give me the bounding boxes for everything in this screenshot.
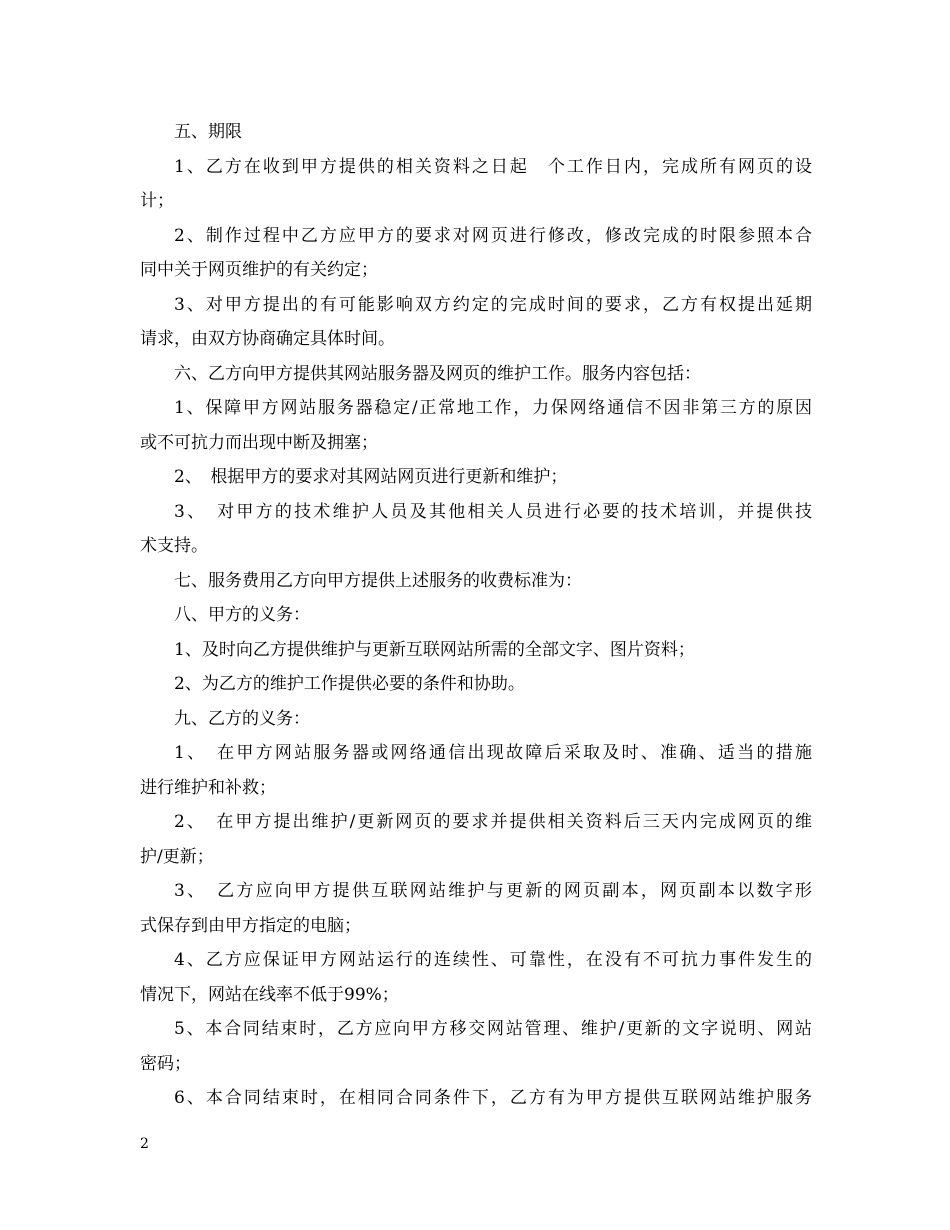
text-line: 3、 对甲方的技术维护人员及其他相关人员进行必要的技术培训，并提供技	[174, 501, 812, 522]
text-line: 2、制作过程中乙方应甲方的要求对网页进行修改，修改完成的时限参照本合	[174, 225, 812, 246]
text-line: 2、 在甲方提出维护/更新网页的要求并提供相关资料后三天内完成网页的维	[174, 812, 812, 832]
text-line: 1、乙方在收到甲方提供的相关资料之日起 个工作日内，完成所有网页的设	[174, 156, 812, 177]
text-line: 五、期限	[174, 122, 242, 142]
text-line: 同中关于网页维护的有关约定；	[140, 260, 378, 280]
text-line: 七、服务费用乙方向甲方提供上述服务的收费标准为：	[174, 570, 582, 591]
text-line: 术支持。	[140, 536, 208, 556]
text-line: 6、本合同结束时，在相同合同条件下，乙方有为甲方提供互联网站维护服务	[174, 1088, 812, 1108]
page-number: 2	[140, 1136, 149, 1152]
text-line: 3、对甲方提出的有可能影响双方约定的完成时间的要求，乙方有权提出延期	[174, 294, 812, 315]
text-line: 4、乙方应保证甲方网站运行的连续性、可靠性，在没有不可抗力事件发生的	[174, 950, 812, 970]
text-line: 1、保障甲方网站服务器稳定/正常地工作，力保网络通信不因非第三方的原因	[174, 398, 812, 418]
text-line: 3、 乙方应向甲方提供互联网站维护与更新的网页副本，网页副本以数字形	[174, 881, 812, 901]
text-line: 密码；	[140, 1053, 191, 1074]
text-line: 式保存到由甲方指定的电脑；	[140, 915, 361, 936]
text-line: 八、甲方的义务：	[174, 605, 310, 625]
text-line: 计；	[140, 191, 174, 211]
document-body	[140, 115, 812, 1116]
text-line: 九、乙方的义务：	[174, 708, 310, 729]
text-line: 1、及时向乙方提供维护与更新互联网站所需的全部文字、图片资料；	[174, 639, 695, 660]
text-line: 请求，由双方协商确定具体时间。	[140, 329, 395, 349]
text-line: 护/更新；	[140, 846, 214, 867]
text-line: 2、为乙方的维护工作提供必要的条件和协助。	[174, 674, 525, 694]
text-line: 情况下，网站在线率不低于99%；	[140, 984, 399, 1005]
text-line: 5、本合同结束时，乙方应向甲方移交网站管理、维护/更新的文字说明、网站	[174, 1019, 812, 1039]
text-line: 或不可抗力而出现中断及拥塞；	[140, 432, 378, 453]
text-line: 2、 根据甲方的要求对其网站网页进行更新和维护；	[174, 467, 568, 487]
text-line: 1、 在甲方网站服务器或网络通信出现故障后采取及时、准确、适当的措施	[174, 743, 812, 763]
text-line: 进行维护和补救；	[140, 777, 276, 798]
text-line: 六、乙方向甲方提供其网站服务器及网页的维护工作。服务内容包括：	[174, 363, 701, 384]
